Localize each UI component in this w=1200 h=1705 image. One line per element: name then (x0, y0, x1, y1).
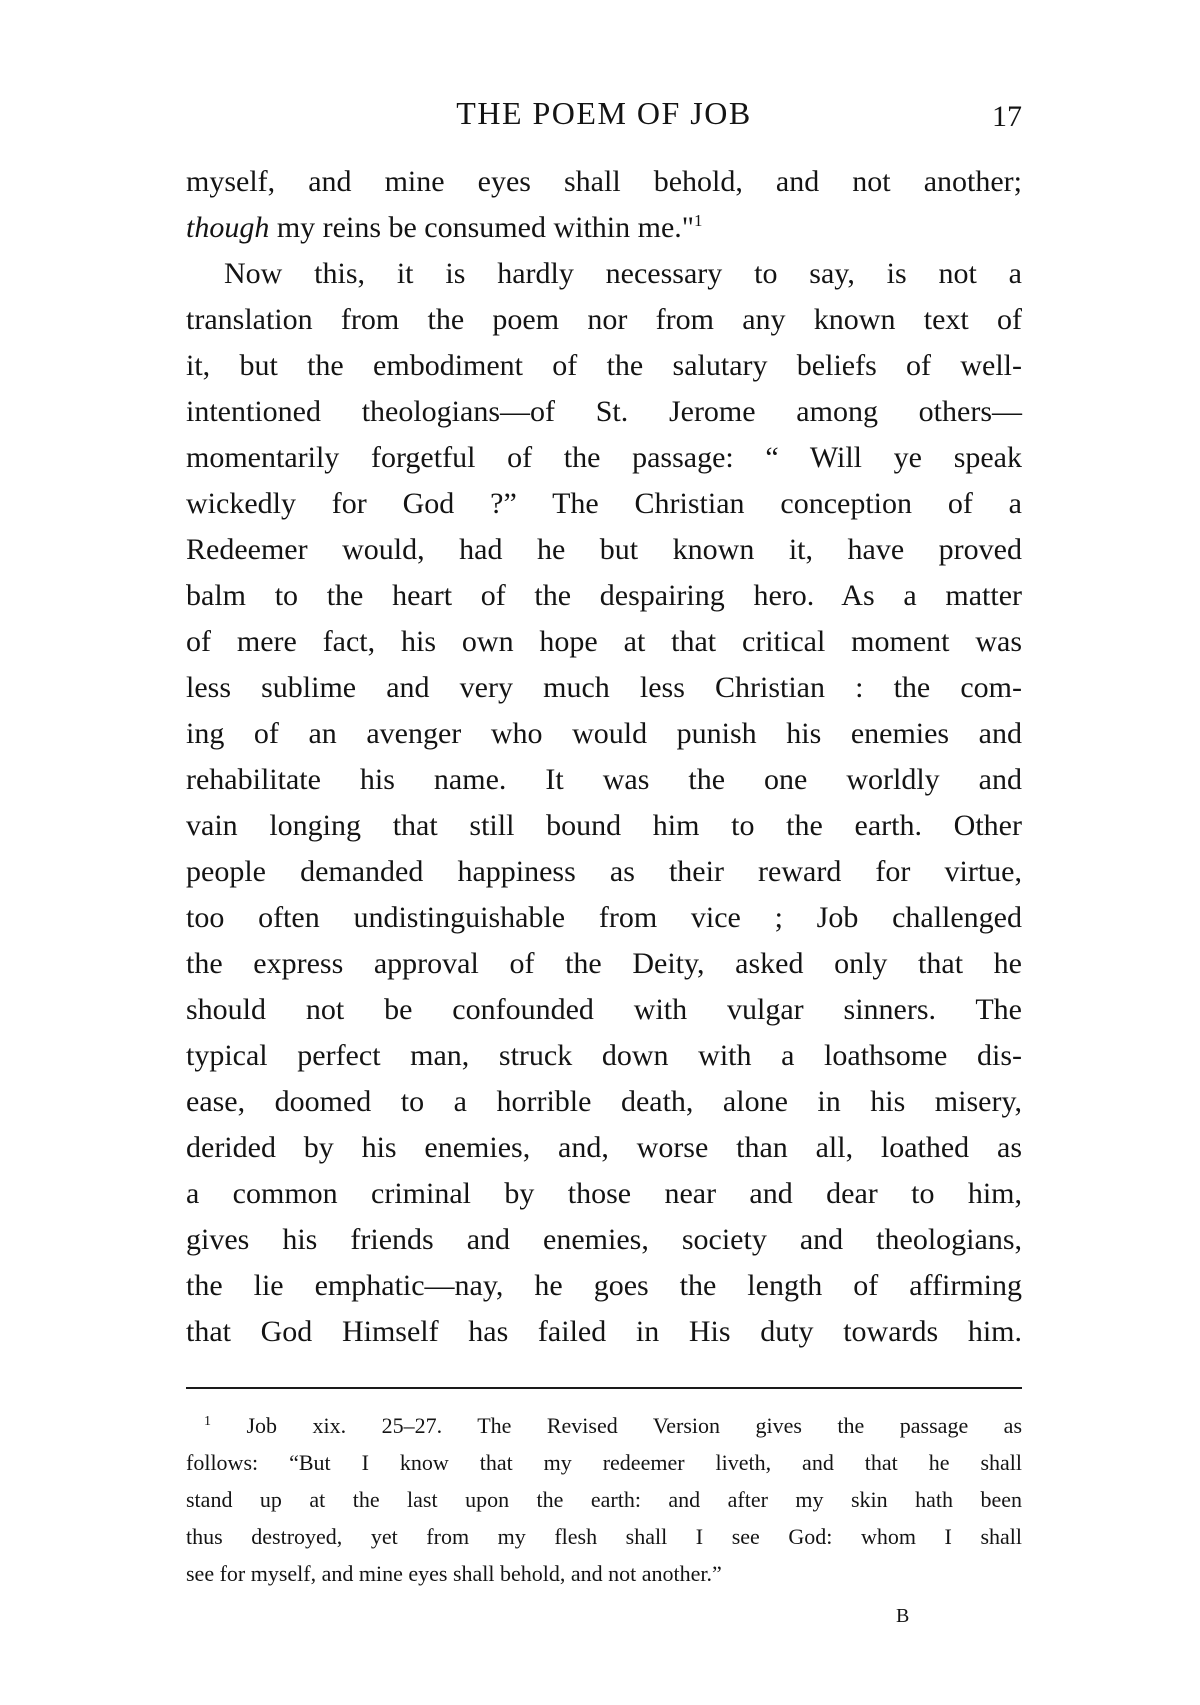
footnote-line-text: Job xix. 25–27. The Revised Version gives the passage as (246, 1413, 1023, 1438)
footnote-line: see for myself, and mine eyes shall behold, and not another.” (186, 1561, 722, 1586)
body-line: less sublime and very much less Christian : the com- (186, 671, 1022, 704)
body-line: of mere fact, his own hope at that critical moment was (186, 625, 1022, 658)
body-line: Redeemer would, had he but known it, have proved (186, 533, 1022, 566)
body-line: momentarily forgetful of the passage: “ Will ye speak (186, 441, 1022, 474)
body-line: balm to the heart of the despairing hero. As a matter (186, 579, 1022, 612)
body-line: myself, and mine eyes shall behold, and not another; (186, 165, 1022, 198)
body-line: too often undistinguishable from vice ; Job challenged (186, 901, 1022, 934)
footnote-divider (186, 1387, 1022, 1389)
footnote-reference[interactable]: 1 (694, 211, 703, 230)
body-line-text: my reins be consumed within me." (276, 211, 695, 244)
body-line: vain longing that still bound him to the earth. Other (186, 809, 1022, 842)
body-line: it, but the embodiment of the salutary beliefs of well- (186, 349, 1022, 382)
running-head (186, 88, 1022, 138)
footnote-line (186, 1407, 1022, 1444)
body-line: ing of an avenger who would punish his enemies and (186, 717, 1022, 750)
body-line: wickedly for God ?” The Christian conception of a (186, 487, 1022, 520)
body-text (186, 159, 1022, 1355)
body-line: rehabilitate his name. It was the one worldly and (186, 763, 1022, 796)
body-line: the express approval of the Deity, asked only that he (186, 947, 1022, 980)
footnote-line: stand up at the last upon the earth: and after my skin hath been (186, 1487, 1022, 1512)
footnote-marker: 1 (204, 1414, 211, 1429)
footnote-line: thus destroyed, yet from my flesh shall I see God: whom I shall (186, 1524, 1022, 1549)
body-line: the lie emphatic—nay, he goes the length of affirming (186, 1269, 1022, 1302)
body-line: intentioned theologians—of St. Jerome among others— (186, 395, 1022, 428)
page-number: 17 (992, 100, 1022, 133)
body-line: Now this, it is hardly necessary to say, is not a (224, 257, 1022, 290)
body-line: derided by his enemies, and, worse than all, loathed as (186, 1131, 1022, 1164)
footnote (186, 1407, 1022, 1592)
body-line: ease, doomed to a horrible death, alone in his misery, (186, 1085, 1022, 1118)
body-line: gives his friends and enemies, society and theologians, (186, 1223, 1022, 1256)
running-title: THE POEM OF JOB (456, 95, 752, 131)
body-line: should not be confounded with vulgar sinners. The (186, 993, 1022, 1026)
signature-mark: B (896, 1605, 910, 1627)
body-line: translation from the poem nor from any known text of (186, 303, 1022, 336)
italic-word: though (186, 211, 270, 244)
body-line: that God Himself has failed in His duty towards him. (186, 1315, 1022, 1348)
body-line: people demanded happiness as their reward for virtue, (186, 855, 1022, 888)
footnote-line: follows: “But I know that my redeemer liveth, and that he shall (186, 1450, 1022, 1475)
body-line (186, 205, 1022, 251)
body-line: typical perfect man, struck down with a loathsome dis- (186, 1039, 1022, 1072)
body-line: a common criminal by those near and dear to him, (186, 1177, 1022, 1210)
